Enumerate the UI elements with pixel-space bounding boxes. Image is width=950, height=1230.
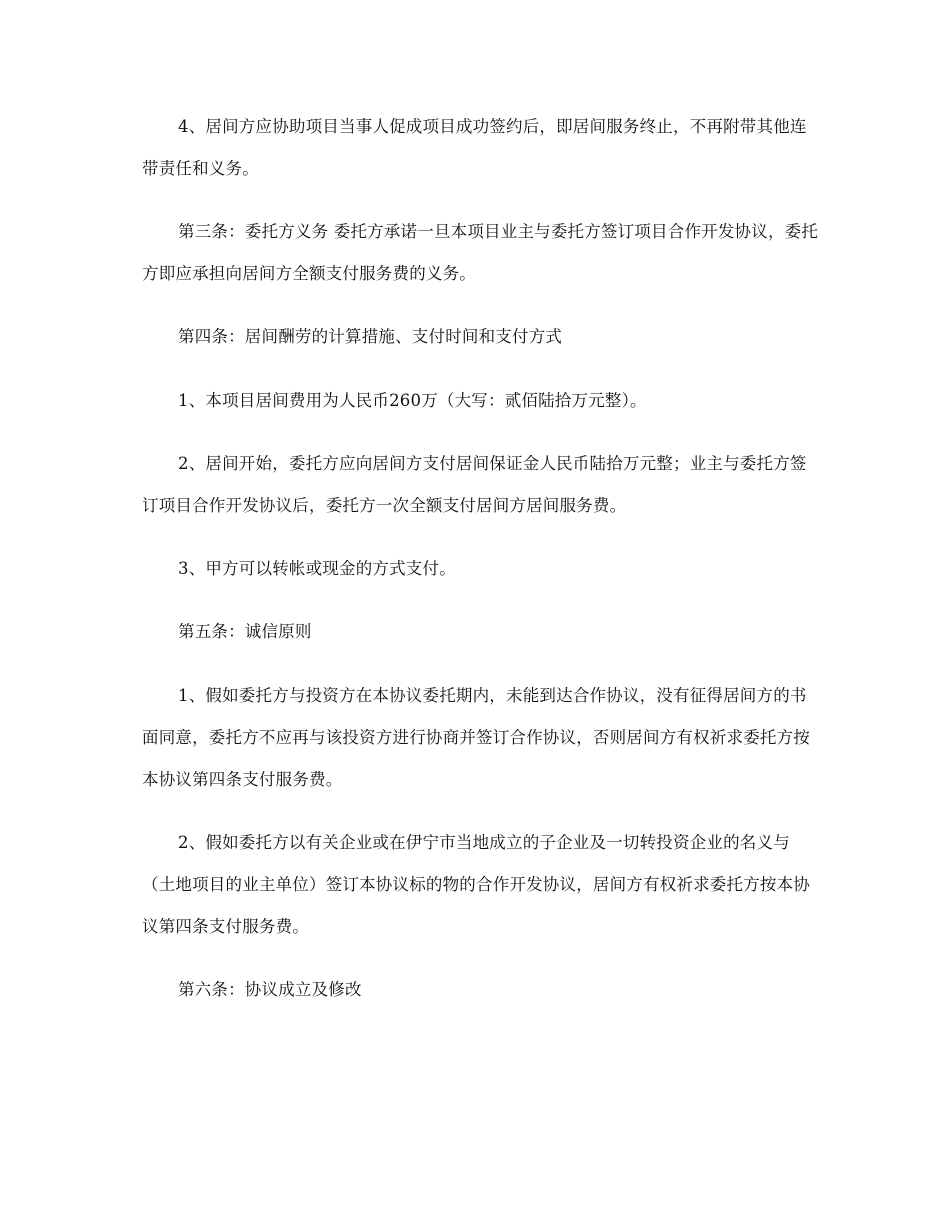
clause-2-item-4: 4、居间方应协助项目当事人促成项目成功签约后，即居间服务终止，不再附带其他连带责任和义务。 — [142, 117, 807, 178]
article-4-heading: 第四条：居间酬劳的计算措施、支付时间和支付方式 — [178, 327, 563, 346]
article-4-item-2: 2、居间开始，委托方应向居间方支付居间保证金人民币陆拾万元整；业主与委托方签订项目合作开发协议后，委托方一次全额支付居间方居间服务费。 — [142, 454, 807, 515]
article-4-item-1: 1、本项目居间费用为人民币260万（大写：贰佰陆拾万元整）。 — [178, 391, 647, 410]
document-body — [142, 106, 820, 1033]
article-3-obligations: 第三条：委托方义务 委托方承诺一旦本项目业主与委托方签订项目合作开发协议，委托方即应承担向居间方全额支付服务费的义务。 — [142, 222, 819, 283]
article-5-heading: 第五条：诚信原则 — [178, 622, 312, 641]
article-5-item-1: 1、假如委托方与投资方在本协议委托期内，未能到达合作协议，没有征得居间方的书面同意，委托方不应再与该投资方进行协商并签订合作协议，否则居间方有权祈求委托方按本协议第四条支付服务费。 — [142, 686, 810, 789]
article-4-item-3: 3、甲方可以转帐或现金的方式支付。 — [178, 559, 456, 578]
article-5-item-2: 2、假如委托方以有关企业或在伊宁市当地成立的子企业及一切转投资企业的名义与 （土地项目的业主单位）签订本协议标的物的合作开发协议，居间方有权祈求委托方按本协议第四条支付服务费。 — [142, 833, 810, 936]
article-6-heading: 第六条：协议成立及修改 — [178, 980, 362, 999]
